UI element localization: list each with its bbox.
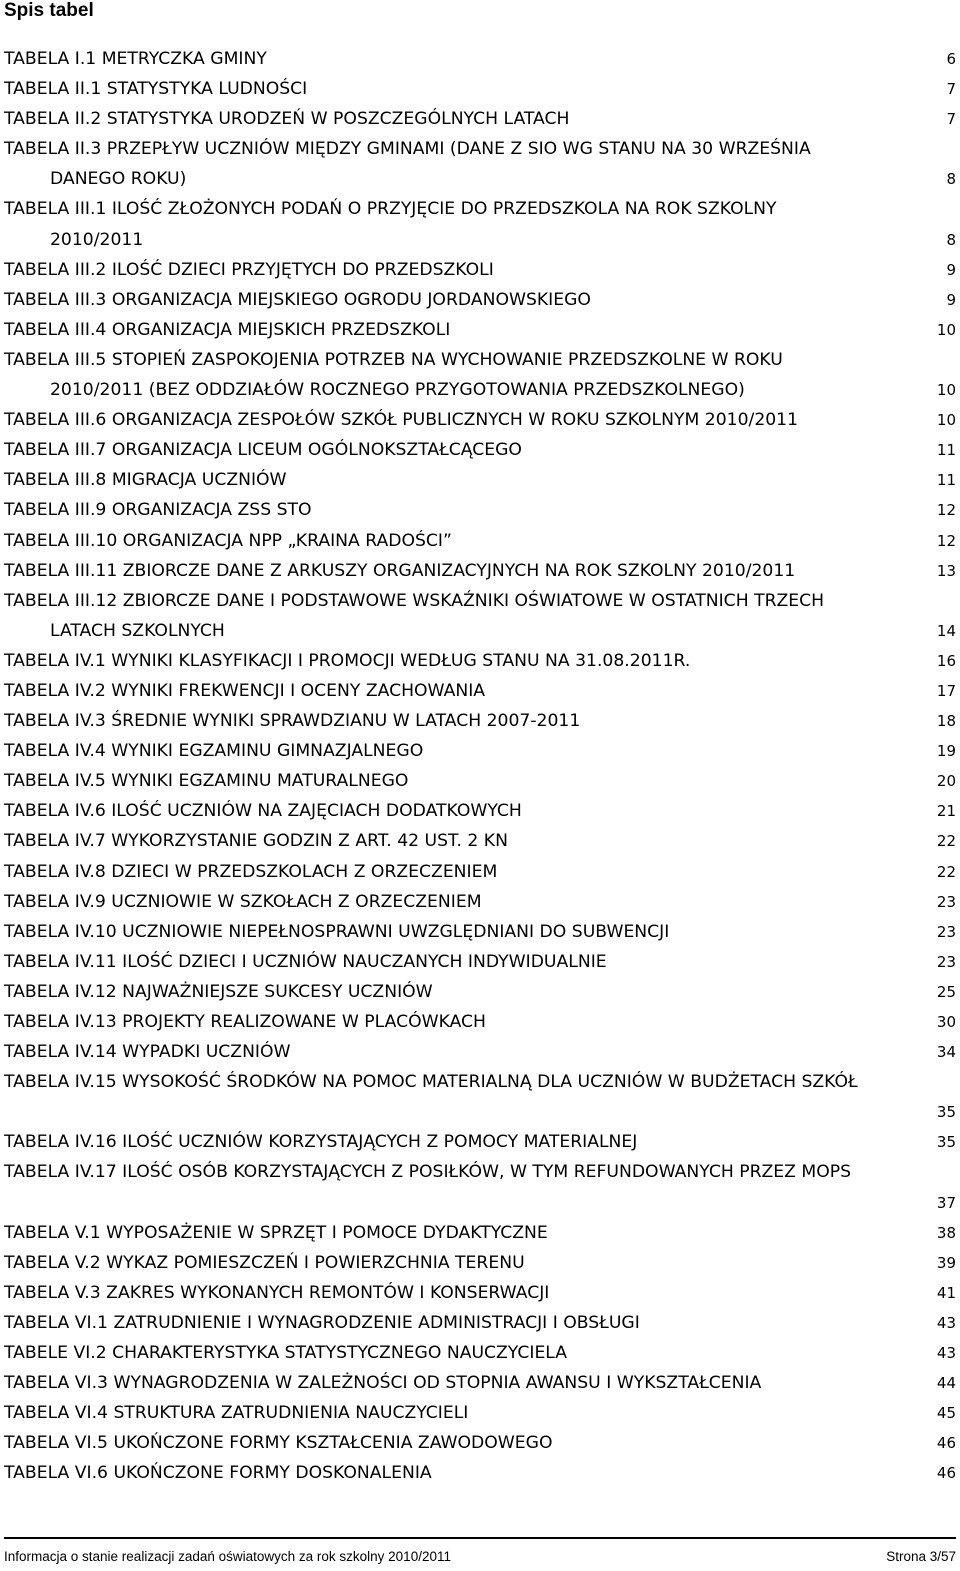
toc-entry-title: TABELA III.5 STOPIEŃ ZASPOKOJENIA POTRZEB NA WYCHOWANIE PRZEDSZKOLNE W ROKU — [4, 349, 783, 370]
dot-leader — [692, 652, 935, 669]
toc-entry[interactable] — [4, 1037, 956, 1067]
toc-entry-title: TABELA II.2 STATYSTYKA URODZEŃ W POSZCZEGÓLNYCH LATACH — [4, 109, 570, 130]
toc-entry-page-number: 11 — [936, 471, 956, 490]
dot-leader — [510, 832, 935, 849]
toc-entry[interactable] — [4, 315, 956, 345]
toc-entry-page-number: 22 — [936, 862, 956, 881]
toc-entry-title: TABELA IV.9 UCZNIOWIE W SZKOŁACH Z ORZECZENIEM — [4, 891, 482, 912]
toc-entry-title: TABELA VI.1 ZATRUDNIENIE I WYNAGRODZENIE ADMINISTRACJI I OBSŁUGI — [4, 1312, 640, 1333]
toc-entry-page-number: 10 — [936, 411, 956, 430]
toc-entry[interactable] — [4, 1067, 956, 1127]
toc-entry-title: TABELA IV.6 ILOŚĆ UCZNIÓW NA ZAJĘCIACH DODATKOWYCH — [4, 801, 522, 822]
toc-entry-title-continued: 2010/2011 — [50, 229, 144, 250]
toc-entry-page-number: 9 — [946, 290, 956, 309]
toc-entry-title: TABELA IV.14 WYPADKI UCZNIÓW — [4, 1042, 291, 1063]
toc-entry-page-number: 9 — [946, 260, 956, 279]
toc-entry[interactable] — [4, 1308, 956, 1338]
toc-entry-page-number: 35 — [936, 1103, 956, 1122]
dot-leader — [269, 50, 945, 67]
toc-entry[interactable] — [4, 345, 956, 405]
toc-entry-page-number: 44 — [936, 1374, 956, 1393]
toc-entry-page-number: 10 — [936, 320, 956, 339]
toc-entry[interactable] — [4, 646, 956, 676]
toc-entry-title: TABELA IV.4 WYNIKI EGZAMINU GIMNAZJALNEGO — [4, 741, 424, 762]
toc-entry-title: TABELA V.2 WYKAZ POMIESZCZEŃ I POWIERZCHNIA TERENU — [4, 1252, 525, 1273]
toc-entry[interactable] — [4, 1398, 956, 1428]
toc-entry-title: TABELA III.3 ORGANIZACJA MIEJSKIEGO OGRODU JORDANOWSKIEGO — [4, 289, 591, 310]
toc-entry[interactable] — [4, 917, 956, 947]
dot-leader — [524, 802, 935, 819]
toc-entry-title: TABELA IV.15 WYSOKOŚĆ ŚRODKÓW NA POMOC MATERIALNĄ DLA UCZNIÓW W BUDŻETACH SZKÓŁ — [4, 1072, 858, 1093]
dot-leader — [797, 561, 935, 578]
page-footer — [4, 1549, 956, 1564]
dot-leader — [496, 260, 945, 277]
toc-entry-title: TABELA VI.3 WYNAGRODZENIA W ZALEŻNOŚCI OD STOPNIA AWANSU I WYKSZTAŁCENIA — [4, 1373, 762, 1394]
dot-leader — [470, 1404, 935, 1421]
toc-entry-title-continued: LATACH SZKOLNYCH — [50, 620, 225, 641]
toc-entry[interactable] — [4, 947, 956, 977]
toc-entry[interactable] — [4, 826, 956, 856]
toc-entry[interactable] — [4, 1218, 956, 1248]
toc-entry[interactable] — [4, 887, 956, 917]
toc-entry-page-number: 13 — [936, 561, 956, 580]
toc-entry-title: TABELA III.8 MIGRACJA UCZNIÓW — [4, 470, 287, 491]
toc-entry[interactable] — [4, 796, 956, 826]
dot-leader — [642, 1314, 935, 1331]
dot-leader — [452, 321, 935, 338]
toc-entry-title: TABELA V.1 WYPOSAŻENIE W SPRZĘT I POMOCE DYDAKTYCZNE — [4, 1222, 548, 1243]
toc-entry-title: TABELA III.1 ILOŚĆ ZŁOŻONYCH PODAŃ O PRZYJĘCIE DO PRZEDSZKOLA NA ROK SZKOLNY — [4, 199, 777, 220]
toc-entry[interactable] — [4, 857, 956, 887]
toc-entry[interactable] — [4, 44, 956, 74]
toc-entry[interactable] — [4, 405, 956, 435]
toc-entry-page-number: 43 — [936, 1344, 956, 1363]
dot-leader — [671, 923, 935, 940]
toc-entry-page-number: 8 — [946, 230, 956, 249]
toc-entry-title: TABELA IV.17 ILOŚĆ OSÓB KORZYSTAJĄCYCH Z POSIŁKÓW, W TYM REFUNDOWANYCH PRZEZ MOPS — [4, 1162, 852, 1183]
dot-leader — [309, 80, 944, 97]
toc-entry[interactable] — [4, 74, 956, 104]
dot-leader — [227, 622, 935, 639]
page-title: Spis tabel — [4, 0, 94, 21]
toc-entry-title: TABELA II.1 STATYSTYKA LUDNOŚCI — [4, 79, 308, 100]
toc-entry-page-number: 12 — [936, 531, 956, 550]
dot-leader — [582, 712, 935, 729]
toc-entry-title: TABELA IV.1 WYNIKI KLASYFIKACJI I PROMOCJI WEDŁUG STANU NA 31.08.2011R. — [4, 650, 691, 671]
dot-leader — [188, 170, 944, 187]
toc-entry-title: TABELA VI.5 UKOŃCZONE FORMY KSZTAŁCENIA ZAWODOWEGO — [4, 1433, 553, 1454]
dot-leader — [454, 531, 935, 548]
toc-entry-title: TABELA III.4 ORGANIZACJA MIEJSKICH PRZEDSZKOLI — [4, 319, 451, 340]
toc-entry-page-number: 46 — [936, 1464, 956, 1483]
toc-entry[interactable] — [4, 285, 956, 315]
toc-entry-title: TABELA III.11 ZBIORCZE DANE Z ARKUSZY ORGANIZACYJNYCH NA ROK SZKOLNY 2010/2011 — [4, 560, 796, 581]
toc-entry[interactable] — [4, 977, 956, 1007]
dot-leader — [524, 441, 935, 458]
toc-entry[interactable] — [4, 1338, 956, 1368]
toc-entry-page-number: 8 — [946, 170, 956, 189]
dot-leader — [145, 230, 944, 247]
dot-leader — [555, 1434, 935, 1451]
toc-entry-page-number: 39 — [936, 1253, 956, 1272]
toc-entry[interactable] — [4, 526, 956, 556]
toc-entry-title-continued: DANEGO ROKU) — [50, 169, 187, 190]
toc-entry-page-number: 23 — [936, 922, 956, 941]
toc-entry[interactable] — [4, 676, 956, 706]
toc-entry[interactable] — [4, 1428, 956, 1458]
dot-leader — [289, 471, 935, 488]
toc-entry-page-number: 34 — [936, 1043, 956, 1062]
toc-entry-title: TABELA III.2 ILOŚĆ DZIECI PRZYJĘTYCH DO PRZEDSZKOLI — [4, 259, 494, 280]
toc-entry-page-number: 30 — [936, 1013, 956, 1031]
dot-leader — [425, 742, 935, 759]
toc-entry-page-number: 14 — [936, 621, 956, 640]
table-of-tables — [4, 44, 956, 1489]
toc-entry[interactable] — [4, 255, 956, 285]
toc-entry[interactable] — [4, 104, 956, 134]
toc-entry-page-number: 43 — [936, 1313, 956, 1332]
dot-leader — [484, 892, 935, 909]
toc-entry-title: TABELA IV.12 NAJWAŻNIEJSZE SUKCESY UCZNIÓW — [4, 981, 433, 1002]
toc-entry-title: TABELA IV.3 ŚREDNIE WYNIKI SPRAWDZIANU W LATACH 2007-2011 — [4, 711, 581, 732]
toc-entry[interactable] — [4, 1278, 956, 1308]
toc-entry[interactable] — [4, 1248, 956, 1278]
toc-entry-title: TABELA IV.16 ILOŚĆ UCZNIÓW KORZYSTAJĄCYCH Z POMOCY MATERIALNEJ — [4, 1132, 638, 1153]
toc-entry[interactable] — [4, 706, 956, 736]
dot-leader — [52, 1193, 935, 1210]
dot-leader — [488, 1013, 935, 1030]
toc-entry-page-number: 16 — [936, 651, 956, 670]
toc-entry-title: TABELA III.12 ZBIORCZE DANE I PODSTAWOWE WSKAŹNIKI OŚWIATOWE W OSTATNICH TRZECH — [4, 590, 825, 611]
toc-entry-page-number: 10 — [936, 381, 956, 400]
toc-entry[interactable] — [4, 1127, 956, 1157]
footer-page-number: Strona 3/57 — [886, 1549, 956, 1564]
footer-divider — [4, 1537, 956, 1539]
toc-entry[interactable] — [4, 1368, 956, 1398]
toc-entry-page-number: 23 — [936, 952, 956, 971]
dot-leader — [499, 862, 935, 879]
toc-entry-title: TABELA IV.10 UCZNIOWIE NIEPEŁNOSPRAWNI UWZGLĘDNIANI DO SUBWENCJI — [4, 921, 670, 942]
toc-entry[interactable] — [4, 435, 956, 465]
dot-leader — [609, 953, 935, 970]
toc-entry-title: TABELA IV.13 PROJEKTY REALIZOWANE W PLACÓWKACH — [4, 1012, 486, 1032]
dot-leader — [410, 772, 934, 789]
toc-entry-page-number: 41 — [936, 1283, 956, 1302]
toc-entry-title: TABELA II.3 PRZEPŁYW UCZNIÓW MIĘDZY GMINAMI (DANE Z SIO WG STANU NA 30 WRZEŚNIA — [4, 139, 811, 160]
dot-leader — [435, 983, 935, 1000]
toc-entry[interactable] — [4, 556, 956, 586]
toc-entry-title: TABELA I.1 METRYCZKA GMINY — [4, 49, 267, 69]
toc-entry-page-number: 20 — [936, 772, 956, 791]
toc-entry-title: TABELA IV.5 WYNIKI EGZAMINU MATURALNEGO — [4, 771, 409, 792]
dot-leader — [551, 1284, 935, 1301]
toc-entry-title: TABELA III.9 ORGANIZACJA ZSS STO — [4, 500, 312, 521]
dot-leader — [639, 1133, 935, 1150]
toc-entry-page-number: 17 — [936, 681, 956, 700]
toc-entry-title-continued: 2010/2011 (BEZ ODDZIAŁÓW ROCZNEGO PRZYGOTOWANIA PRZEDSZKOLNEGO) — [50, 380, 745, 401]
toc-entry-page-number: 7 — [946, 80, 956, 99]
toc-entry[interactable] — [4, 495, 956, 525]
toc-entry-page-number: 11 — [936, 441, 956, 460]
toc-entry-page-number: 35 — [936, 1133, 956, 1152]
toc-entry-title: TABELA III.6 ORGANIZACJA ZESPOŁÓW SZKÓŁ PUBLICZNYCH W ROKU SZKOLNYM 2010/2011 — [4, 410, 799, 431]
toc-entry-page-number: 46 — [936, 1434, 956, 1453]
toc-entry[interactable] — [4, 766, 956, 796]
toc-entry[interactable] — [4, 194, 956, 254]
toc-entry[interactable] — [4, 1157, 956, 1217]
footer-document-title: Informacja o stanie realizacji zadań oświatowych za rok szkolny 2010/2011 — [4, 1549, 451, 1564]
dot-leader — [569, 1344, 935, 1361]
toc-entry-title: TABELA IV.2 WYNIKI FREKWENCJI I OCENY ZACHOWANIA — [4, 680, 486, 701]
toc-entry-page-number: 38 — [936, 1223, 956, 1242]
dot-leader — [52, 1103, 935, 1120]
dot-leader — [314, 501, 935, 518]
dot-leader — [293, 1043, 935, 1060]
dot-leader — [527, 1254, 935, 1271]
toc-entry[interactable] — [4, 1007, 956, 1037]
toc-entry-page-number: 12 — [936, 501, 956, 520]
toc-entry-page-number: 7 — [946, 110, 956, 129]
toc-entry-title: TABELA V.3 ZAKRES WYKONANYCH REMONTÓW I KONSERWACJI — [4, 1282, 550, 1303]
toc-entry-title: TABELA VI.6 UKOŃCZONE FORMY DOSKONALENIA — [4, 1463, 432, 1484]
toc-entry-page-number: 18 — [936, 712, 956, 731]
toc-entry[interactable] — [4, 134, 956, 194]
dot-leader — [593, 291, 945, 308]
toc-entry-title: TABELA IV.7 WYKORZYSTANIE GODZIN Z ART. 42 UST. 2 KN — [4, 831, 508, 852]
dot-leader — [763, 1374, 935, 1391]
dot-leader — [747, 381, 935, 398]
toc-entry[interactable] — [4, 736, 956, 766]
toc-entry-page-number: 37 — [936, 1193, 956, 1212]
toc-entry[interactable] — [4, 465, 956, 495]
toc-entry-page-number: 21 — [936, 802, 956, 821]
toc-entry[interactable] — [4, 586, 956, 646]
toc-entry-page-number: 45 — [936, 1404, 956, 1423]
toc-entry-page-number: 23 — [936, 892, 956, 911]
toc-entry-title: TABELE VI.2 CHARAKTERYSTYKA STATYSTYCZNEGO NAUCZYCIELA — [4, 1343, 568, 1364]
toc-entry-title: TABELA IV.8 DZIECI W PRZEDSZKOLACH Z ORZECZENIEM — [4, 861, 498, 882]
toc-entry-page-number: 19 — [936, 742, 956, 761]
dot-leader — [571, 110, 944, 127]
toc-entry-title: TABELA VI.4 STRUKTURA ZATRUDNIENIA NAUCZYCIELI — [4, 1403, 469, 1424]
toc-entry-title: TABELA IV.11 ILOŚĆ DZIECI I UCZNIÓW NAUCZANYCH INDYWIDUALNIE — [4, 951, 607, 972]
dot-leader — [800, 411, 935, 428]
dot-leader — [487, 682, 935, 699]
toc-entry-title: TABELA III.10 ORGANIZACJA NPP „KRAINA RADOŚCI” — [4, 530, 452, 551]
toc-entry-title: TABELA III.7 ORGANIZACJA LICEUM OGÓLNOKSZTAŁCĄCEGO — [4, 440, 522, 461]
toc-entry[interactable] — [4, 1458, 956, 1488]
toc-entry-page-number: 25 — [936, 982, 956, 1001]
toc-entry-page-number: 6 — [946, 50, 956, 68]
dot-leader — [434, 1464, 935, 1481]
toc-entry-page-number: 22 — [936, 832, 956, 851]
dot-leader — [550, 1223, 935, 1240]
